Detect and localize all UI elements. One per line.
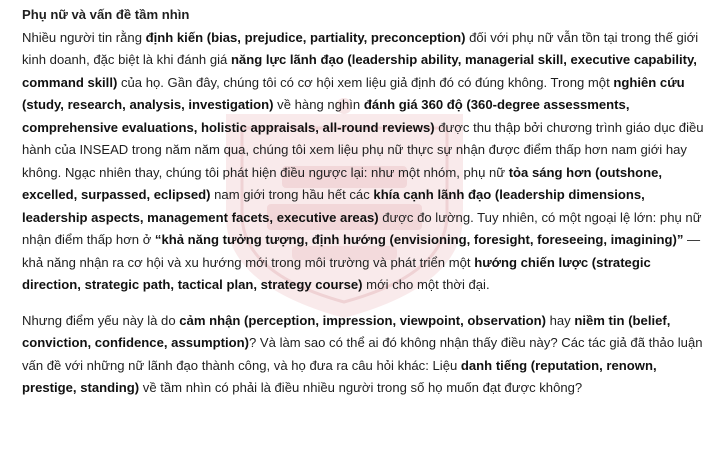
paragraph-text: về hàng nghìn xyxy=(273,97,364,112)
paragraph-2 xyxy=(22,310,712,400)
article xyxy=(22,4,712,400)
paragraph-text: đối với phụ nữ vẫn tồn tại trong thế giới kinh doanh, đặc biệt là khi đánh giá xyxy=(22,29,699,67)
paragraph-text: được đo lường. Tuy nhiên, có một ngoại lệ lớn: phụ nữ nhận điểm thấp hơn ở xyxy=(22,209,702,247)
highlighted-term: cảm nhận (perception, impression, viewpoint, observation) xyxy=(179,312,546,328)
paragraph-text: hay xyxy=(545,312,575,328)
article-body xyxy=(22,27,712,400)
highlighted-term: định kiến (bias, prejudice, partiality, preconception) xyxy=(145,29,466,45)
paragraph-text: — khả năng nhận ra cơ hội và xu hướng mới trong môi trường và phát triển một xyxy=(22,232,701,270)
paragraph-text: nam giới trong hầu hết các xyxy=(210,187,374,202)
highlighted-term: nghiên cứu (study, research, analysis, investigation) xyxy=(22,74,685,112)
highlighted-term: hướng chiến lược (strategic direction, strategic path, tactical plan, strategy course) xyxy=(22,254,651,292)
paragraph-text: về tầm nhìn có phải là điều nhiều người trong số họ muốn đạt được không? xyxy=(139,380,583,395)
highlighted-term: tỏa sáng hơn (outshone, excelled, surpassed, eclipsed) xyxy=(22,164,663,202)
paragraph-text: của họ. Gần đây, chúng tôi có cơ hội xem liệu giả định đó có đúng không. Trong một xyxy=(117,74,614,90)
highlighted-term: “khả năng tưởng tượng, định hướng (envisioning, foresight, foreseeing, imagining)” xyxy=(154,232,684,247)
paragraph-text: Nhưng điểm yếu này là do xyxy=(22,312,180,328)
highlighted-term: năng lực lãnh đạo (leadership ability, managerial skill, executive capability, command skill) xyxy=(22,52,697,90)
highlighted-term: danh tiếng (reputation, renown, prestige, standing) xyxy=(22,357,657,395)
paragraph-text: Nhiều người tin rằng xyxy=(22,29,146,45)
paragraph-1 xyxy=(22,27,712,297)
highlighted-term: đánh giá 360 độ (360-degree assessments, comprehensive evaluations, holistic appraisals, all-round reviews) xyxy=(22,97,630,135)
paragraph-text: ? Và làm sao có thể ai đó không nhận thấy điều này? Các tác giả đã thảo luận vấn đề với những nữ lãnh đạo thành công, và họ đưa ra câu hỏi khác: Liệu xyxy=(22,335,703,373)
paragraph-text: được thu thập bởi chương trình giáo dục điều hành của INSEAD trong năm năm qua, chúng tôi xem liệu phụ nữ thực sự nhận được điểm thấp hơn nam giới hay không. Ngạc nhiên thay, chúng tôi phát hiện điều ngược lại: như một nhóm, phụ nữ xyxy=(22,119,704,180)
highlighted-term: khía cạnh lãnh đạo (leadership dimensions, leadership aspects, management facets, executive areas) xyxy=(22,187,645,225)
article-title: Phụ nữ và vấn đề tầm nhìn xyxy=(22,7,190,22)
highlighted-term: niềm tin (belief, conviction, confidence, assumption) xyxy=(22,312,671,350)
paragraph-text: mới cho một thời đại. xyxy=(362,277,490,292)
